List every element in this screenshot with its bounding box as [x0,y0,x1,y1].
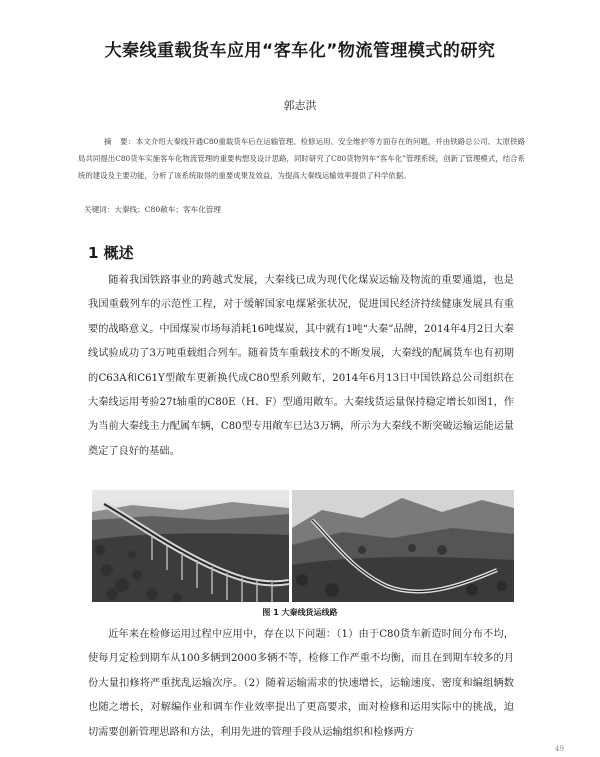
figure-photo-mountain-line [292,490,514,602]
paragraph-2-text: 近年来在检修运用过程中应用中，存在以下问题：（1）由于C80货车新造时间分布不均，使每月定检到期车从100多辆到2000多辆不等，检修工作严重不均衡，而且在到期车较多的月份大量扣修将严重扰乱运输次序。（2）随着运输需求的快速增长，运输速度、密度和编组辆数也随之增长，对解编作业和调车作业效率提出了更高要求，面对检修和运用实际中的挑战，迫切需要创新管理思路和方法，利用先进的管理手段从运输组织和检修两方 [88,629,514,738]
keywords-text: 大秦线；C80敞车；客车化管理 [114,205,221,214]
paper-title: 大秦线重载货车应用“客车化”物流管理模式的研究 [104,41,496,61]
page-number: 49 [555,745,564,753]
body-paragraph-1 [88,269,514,464]
abstract-label: 摘 要： [104,137,136,146]
section-heading: 1 概述 [88,244,134,262]
figure-photo-viaduct [92,490,289,602]
keywords-label: 关键词： [84,205,115,214]
author-name: 郭志洪 [283,99,317,112]
abstract [78,133,525,184]
figure-caption: 图 1 大秦线货运线路 [262,608,338,617]
abstract-text: 本文介绍大秦线开通C80重载货车后在运输管理、检修运用、安全维护等方面存在的问题，并由铁路总公司、太原铁路局共同提出C80货车实施客车化物流管理的重要构想及设计思路，同时研究了C80货物列车“客车化”管理系统，创新了管理模式，结合系统的建设及主要功能，分析了该系统取得的重要成果及效益，为提高大秦线运输效率提供了科学依据。 [78,137,525,180]
body-paragraph-2 [88,623,514,745]
keywords [84,204,524,215]
paragraph-1-text: 随着我国铁路事业的跨越式发展，大秦线已成为现代化煤炭运输及物流的重要通道，也是我国重载列车的示范性工程，对于缓解国家电煤紧张状况，促进国民经济持续健康发展具有重要的战略意义。中国煤炭市场每消耗16吨煤炭，其中就有1吨“大秦”品牌，2014年4月2日大秦线试验成功了3万吨重载组合列车。随着货车重载技术的不断发展，大秦线的配属货车也有初期的C63A和C61Y型敞车更新换代成C80型系列敞车，2014年6月13日中国铁路总公司组织在大秦线运用考验27t轴重的C80E（H、F）型通用敞车。大秦线货运量保持稳定增长如图1，作为当前大秦线主力配属车辆，C80型专用敞车已达3万辆，所示为大秦线不断突破运输运能运量奠定了良好的基础。 [88,275,514,457]
